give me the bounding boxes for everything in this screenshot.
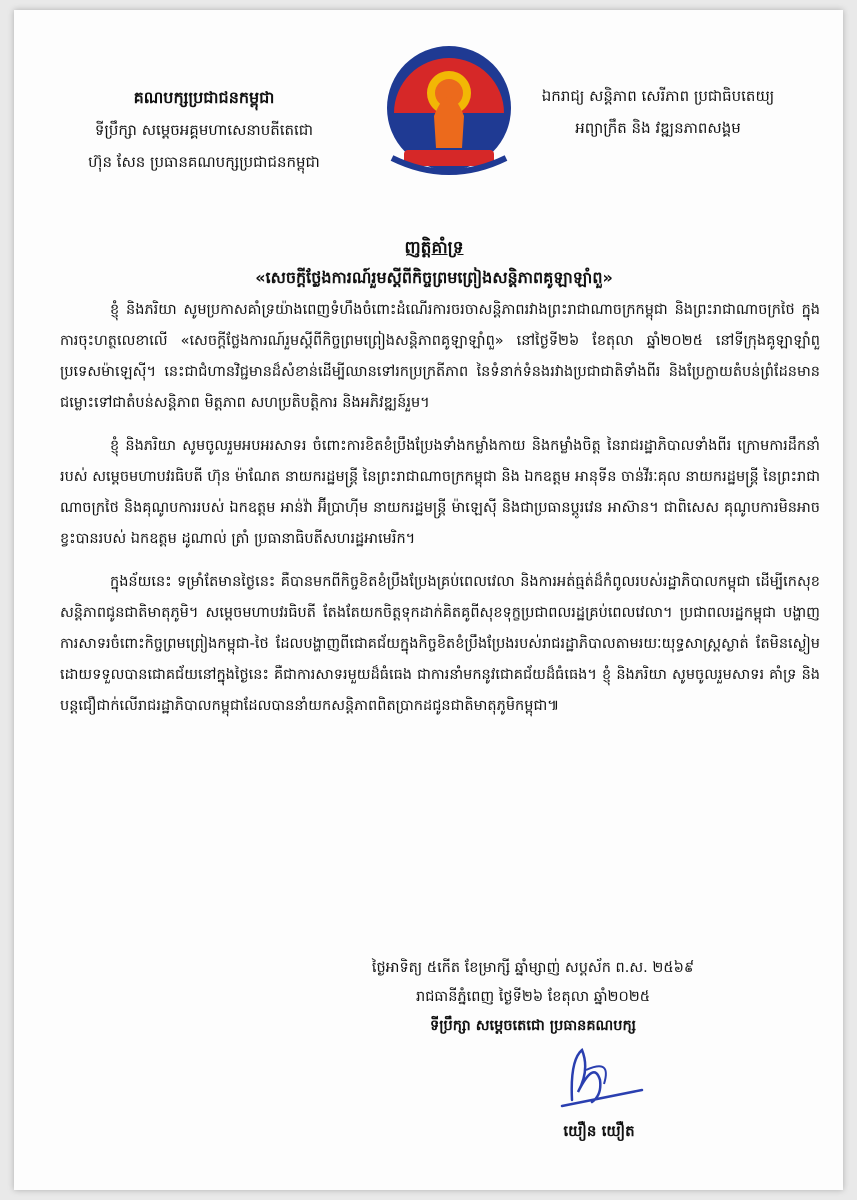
- body-text: [60, 295, 820, 734]
- party-name: គណបក្សប្រជាជនកម្ពុជា: [133, 88, 275, 107]
- national-motto: ឯករាជ្យ សន្តិភាព សេរីភាព ប្រជាធិបតេយ្យ: [541, 87, 775, 105]
- signature-icon: [542, 1040, 652, 1120]
- party-president: ហ៊ុន សែន ប្រធានគណបក្សប្រជាជនកម្ពុជា: [88, 153, 320, 171]
- document-page: [14, 10, 843, 1190]
- closing-block: [323, 954, 743, 1041]
- signer-title: ទីប្រឹក្សា សម្តេចតេជោ ប្រធានគណបក្ស: [430, 1018, 636, 1034]
- solar-date: រាជធានីភ្នំពេញ ថ្ងៃទី២៦ ខែតុលា ឆ្នាំ២០២៥: [415, 989, 651, 1005]
- paragraph-1: ខ្ញុំ និងភរិយា សូមប្រកាសគាំទ្រយ៉ាងពេញទំហឹងចំពោះដំណើរការចរចាសន្តិភាពរវាងព្រះរាជាណាចក្រកម្ពុជា និងព្រះរាជាណាចក្រថៃ ក្នុងការចុះហត្ថលេខាលើ «សេចក្តីថ្លែងការណ៍រួមស្តីពីកិច្ចព្រមព្រៀងសន្តិភាពគូឡាឡាំពួ» នៅថ្ងៃទី២៦ ខែតុលា ឆ្នាំ២០២៥ នៅទីក្រុងគូឡាឡាំពួ ប្រទេសម៉ាឡេស៊ី។ នេះជាជំហានវិជ្ជមានដ៏សំខាន់ដើម្បីឈានទៅរកប្រក្រតីភាព នៃទំនាក់ទំនងរវាងប្រជាជាតិទាំងពីរ និងប្រែក្លាយតំបន់ព្រំដែនមានជម្លោះទៅជាតំបន់សន្តិភាព មិត្តភាព សហប្រតិបត្តិការ និងអភិវឌ្ឍន៍រួម។: [60, 302, 820, 411]
- paragraph-2: ខ្ញុំ និងភរិយា សូមចូលរួមអបអរសាទរ ចំពោះការខិតខំប្រឹងប្រែងទាំងកម្លាំងកាយ និងកម្លាំងចិត្ត នៃរាជរដ្ឋាភិបាលទាំងពីរ ក្រោមការដឹកនាំរបស់ សម្តេចមហាបវរធិបតី ហ៊ុន ម៉ាណែត នាយករដ្ឋមន្ត្រី នៃព្រះរាជាណាចក្រកម្ពុជា និង ឯកឧត្តម អានុទីន ចាន់វីរៈគុល នាយករដ្ឋមន្ត្រី នៃព្រះរាជាណាចក្រថៃ និងគុណូបការរបស់ ឯកឧត្តម អាន់វ៉ា អ៊ីប្រាហ៊ីម នាយករដ្ឋមន្ត្រី ម៉ាឡេស៊ី និងជាប្រធានប្ដូរវេន អាស៊ាន។ ជាពិសេស គុណូបការមិនអាចខ្វះបានរបស់ ឯកឧត្តម ដូណាល់ ត្រាំ ប្រធានាធិបតីសហរដ្ឋអាមេរិក។: [60, 438, 820, 547]
- header-right: [493, 80, 823, 144]
- lunar-date: ថ្ងៃអាទិត្យ ៥កើត ខែម្រាក្សី ឆ្នាំម្សាញ់ សប្តស័ក ព.ស. ២៥៦៩: [371, 960, 695, 976]
- signer-name: យឿន យឿត: [563, 1122, 635, 1140]
- paragraph-3: ក្នុងន័យនេះ ទម្រាំតែមានថ្ងៃនេះ គឺបានមកពីកិច្ចខិតខំប្រឹងប្រែងគ្រប់ពេលវេលា និងការអត់ធ្មត់ដ៏កំពូលរបស់រដ្ឋាភិបាលកម្ពុជា ដើម្បីកេសុខសន្តិភាពជូនជាតិមាតុភូមិ។ សម្តេចមហាបវរធិបតី តែងតែយកចិត្តទុកដាក់គិតគូពីសុខទុក្ខប្រជាពលរដ្ឋគ្រប់ពេលវេលា។ ប្រជាពលរដ្ឋកម្ពុជា បង្ហាញការសាទរចំពោះកិច្ចព្រមព្រៀងកម្ពុជា-ថៃ ដែលបង្ហាញពីជោគជ័យក្នុងកិច្ចខិតខំប្រឹងប្រែងរបស់រាជរដ្ឋាភិបាលតាមរយៈយុទ្ធសាស្ត្រស្ងាត់ តែមិនស្ងៀមដោយទទួលបានជោគជ័យនៅក្នុងថ្ងៃនេះ គឺជាការសាទរមួយដ៏ធំធេង ជាការនាំមកនូវជោគជ័យដ៏ធំធេង។ ខ្ញុំ និងភរិយា សូមចូលរួមសាទរ គាំទ្រ និងបន្តជឿជាក់លើរាជរដ្ឋាភិបាលកម្ពុជាដែលបាននាំយកសន្តិភាពពិតប្រាកដជូនជាតិមាតុភូមិកម្ពុជា៕: [60, 574, 820, 714]
- title-block: [54, 233, 814, 293]
- petition-heading: ញត្តិគាំទ្រ: [404, 238, 464, 258]
- national-motto-2: អព្យាក្រឹត និង វឌ្ឍនភាពសង្គម: [575, 119, 741, 137]
- petition-subtitle: «សេចក្តីថ្លែងការណ៍រួមស្តីពីកិច្ចព្រមព្រៀងសន្តិភាពគូឡាឡាំពួ»: [255, 268, 613, 287]
- advisor-title: ទីប្រឹក្សា សម្ដេចអគ្គមហាសេនាបតីតេជោ: [94, 121, 314, 139]
- header-left: [54, 82, 354, 178]
